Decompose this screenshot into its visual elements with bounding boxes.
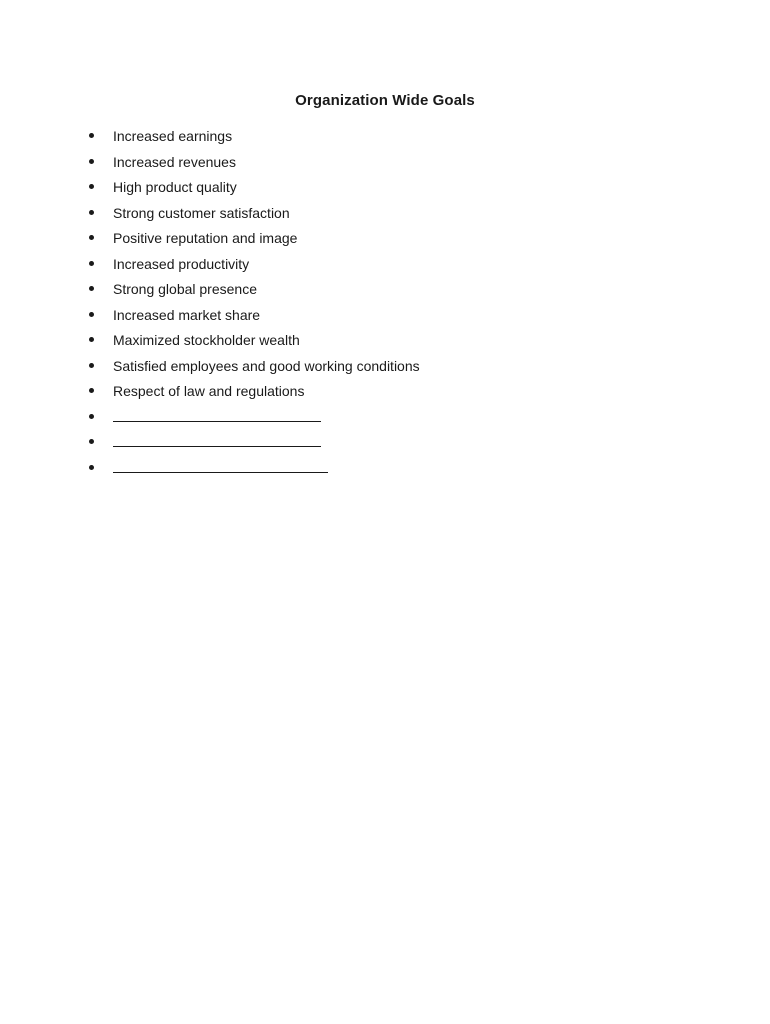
bullet-icon — [89, 465, 94, 470]
bullet-icon — [89, 184, 94, 189]
bullet-icon — [89, 439, 94, 444]
goal-text: Increased productivity — [113, 255, 250, 272]
bullet-icon — [89, 210, 94, 215]
goal-text: Increased earnings — [113, 128, 233, 144]
goal-text: Positive reputation and image — [113, 230, 298, 246]
bullet-icon — [89, 286, 94, 291]
bullet-icon — [89, 363, 94, 368]
page-title: Organization Wide Goals — [295, 92, 475, 109]
bullet-icon — [89, 414, 94, 419]
bullet-icon — [89, 159, 94, 164]
goal-text: Maximized stockholder wealth — [113, 332, 300, 348]
goal-text: Satisfied employees and good working conditions — [113, 357, 420, 374]
blank-fill-line — [113, 446, 321, 447]
goal-text: Increased revenues — [113, 153, 236, 170]
goal-text: High product quality — [113, 179, 237, 195]
goal-text: Strong global presence — [113, 281, 257, 297]
goal-text: Strong customer satisfaction — [113, 204, 290, 221]
bullet-icon — [89, 235, 94, 240]
bullet-icon — [89, 337, 94, 342]
bullet-icon — [89, 261, 94, 266]
blank-fill-line — [113, 421, 321, 422]
bullet-icon — [89, 312, 94, 317]
bullet-icon — [89, 133, 94, 138]
goal-text: Increased market share — [113, 306, 261, 323]
goal-text: Respect of law and regulations — [113, 383, 305, 399]
blank-fill-line — [113, 472, 328, 473]
bullet-icon — [89, 388, 94, 393]
